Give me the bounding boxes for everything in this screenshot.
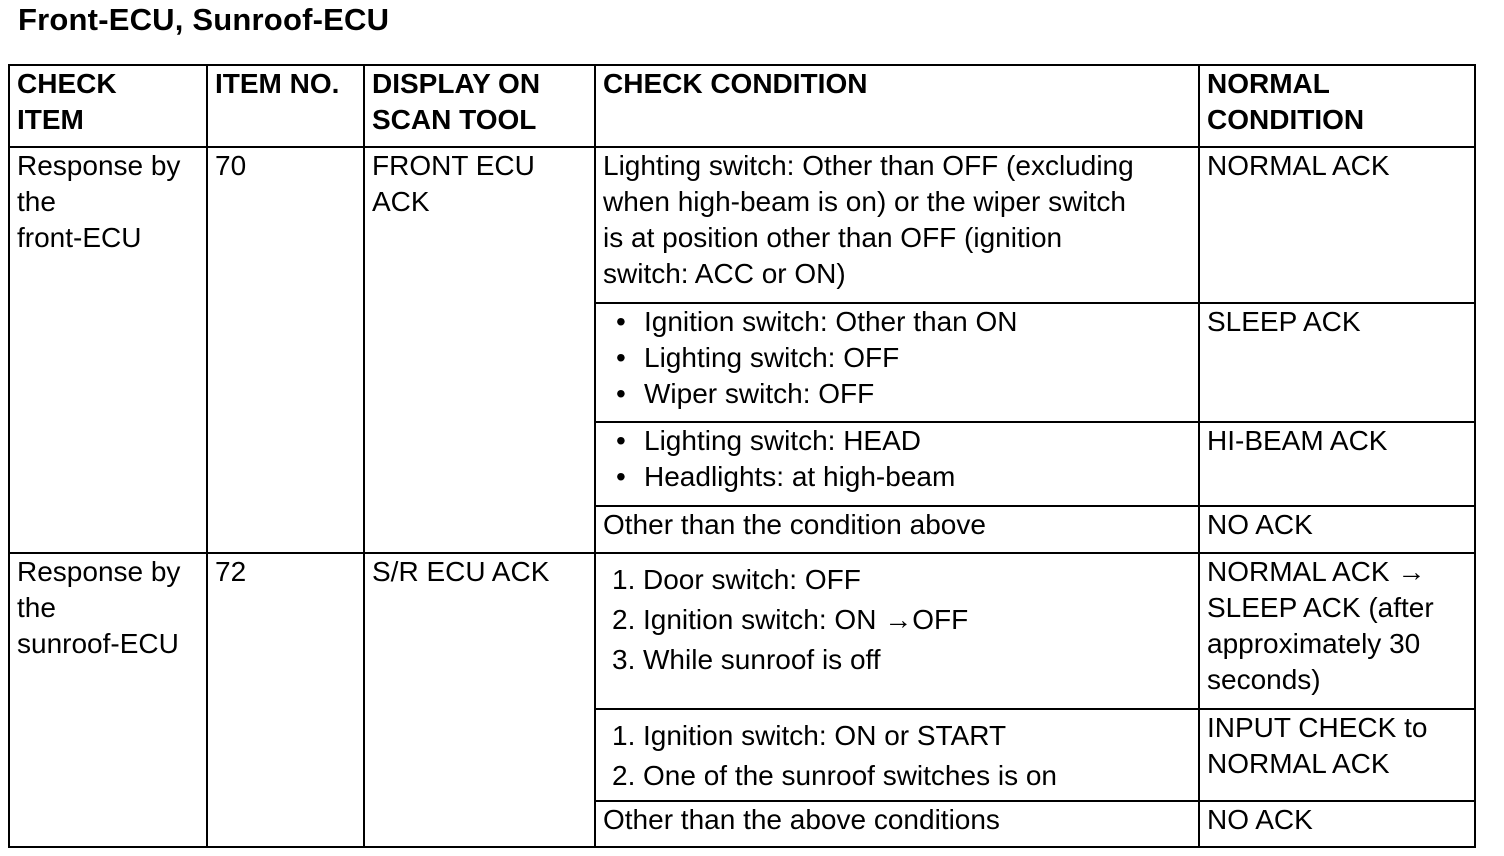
check-table [8, 64, 1476, 848]
item-no-cell: 70 [207, 147, 364, 553]
check-condition-cell: Other than the condition above [595, 506, 1199, 553]
check-condition-cell: Other than the above conditions [595, 801, 1199, 847]
list-item: • Wiper switch: OFF [605, 376, 1191, 412]
header-check-condition: CHECK CONDITION [595, 65, 1199, 147]
list-item: 1. Door switch: OFF [612, 564, 861, 595]
item-no-cell: 72 [207, 553, 364, 847]
normal-condition-cell: NORMAL ACK → SLEEP ACK (after approximately 30 seconds) [1199, 553, 1475, 709]
header-row [9, 65, 1475, 147]
list-item: 2. One of the sunroof switches is on [612, 760, 1057, 791]
list-item: 1. Ignition switch: ON or START [612, 720, 1007, 751]
normal-condition-cell: HI-BEAM ACK [1199, 422, 1475, 506]
check-condition-cell [595, 553, 1199, 709]
normal-condition-cell: NO ACK [1199, 801, 1475, 847]
list-item: • Lighting switch: OFF [605, 340, 1191, 376]
check-item-cell: Response by the sunroof-ECU [9, 553, 207, 847]
normal-condition-cell: NO ACK [1199, 506, 1475, 553]
list-item: 2. Ignition switch: ON →OFF [612, 604, 969, 635]
check-condition-cell: Lighting switch: Other than OFF (excluding when high-beam is on) or the wiper switch is at position other than OFF (ignition switch: ACC or ON) [595, 147, 1199, 303]
normal-condition-cell: SLEEP ACK [1199, 303, 1475, 422]
display-cell: S/R ECU ACK [364, 553, 595, 847]
table-row [9, 147, 1475, 303]
header-normal-condition: NORMAL CONDITION [1199, 65, 1475, 147]
normal-condition-cell: INPUT CHECK to NORMAL ACK [1199, 709, 1475, 801]
page-title: Front-ECU, Sunroof-ECU [18, 2, 390, 37]
check-condition-cell [595, 303, 1199, 422]
header-check-item: CHECK ITEM [9, 65, 207, 147]
check-item-cell: Response by the front-ECU [9, 147, 207, 553]
display-cell: FRONT ECU ACK [364, 147, 595, 553]
check-condition-cell [595, 709, 1199, 801]
normal-condition-cell: NORMAL ACK [1199, 147, 1475, 303]
list-item: 3. While sunroof is off [612, 644, 881, 675]
list-item: • Lighting switch: HEAD [605, 423, 1191, 459]
check-condition-cell [595, 422, 1199, 506]
list-item: • Headlights: at high-beam [605, 459, 1191, 495]
header-item-no: ITEM NO. [207, 65, 364, 147]
list-item: • Ignition switch: Other than ON [605, 304, 1191, 340]
header-display: DISPLAY ON SCAN TOOL [364, 65, 595, 147]
table-row [9, 553, 1475, 709]
